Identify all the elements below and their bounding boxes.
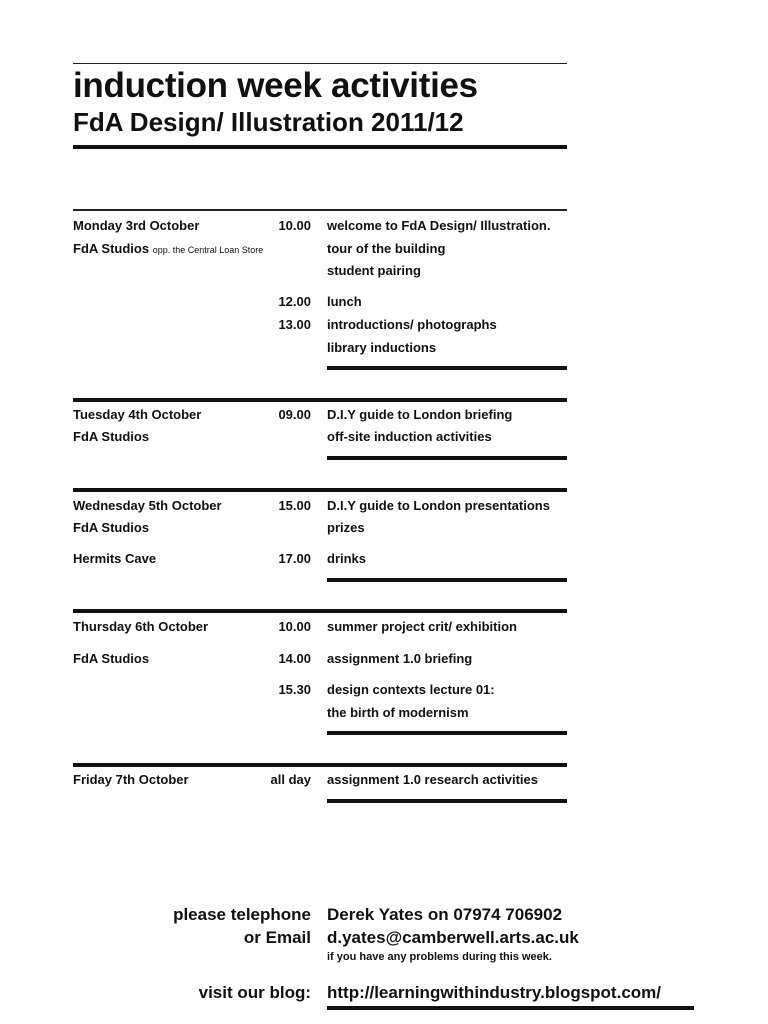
friday-time-1: all day [270,772,311,787]
friday-activity-1a: assignment 1.0 research activities [327,772,539,787]
monday-location [73,241,263,258]
wednesday-time-2: 17.00 [278,551,311,566]
tuesday-activity-1a: D.I.Y guide to London briefing [327,407,513,422]
monday-divider [73,209,567,211]
monday-time-3: 13.00 [278,317,311,332]
tuesday-activity-1b: off-site induction activities [327,429,492,444]
page-title: induction week activities [73,66,478,105]
monday-activity-1b: tour of the building [327,241,446,256]
tuesday-location: FdA Studios [73,429,150,444]
email-link[interactable]: d.yates@camberwell.arts.ac.uk [327,928,579,947]
monday-activity-2a: lunch [327,294,362,309]
blog-link[interactable]: http://learningwithindustry.blogspot.com/ [327,983,661,1002]
thursday-activity-3b: the birth of modernism [327,705,469,720]
wednesday-activity-1a: D.I.Y guide to London presentations [327,498,550,513]
wednesday-divider [73,488,567,492]
monday-activity-3a: introductions/ photographs [327,317,497,332]
thursday-activity-3a: design contexts lecture 01: [327,682,495,697]
contact-note: if you have any problems during this week. [327,951,552,963]
wednesday-end-rule [327,578,567,582]
thursday-time-1: 10.00 [278,619,311,634]
thursday-end-rule [327,731,567,735]
monday-time-1: 10.00 [278,218,311,233]
thursday-location: FdA Studios [73,651,150,666]
telephone-value: Derek Yates on 07974 706902 [327,905,563,924]
monday-activity-1a: welcome to FdA Design/ Illustration. [327,218,551,233]
monday-activity-3b: library inductions [327,340,437,355]
tuesday-time-1: 09.00 [278,407,311,422]
thursday-activity-1a: summer project crit/ exhibition [327,619,517,634]
thursday-time-3: 15.30 [278,682,311,697]
monday-location-name: FdA Studios [73,241,150,256]
monday-end-rule [327,366,567,370]
wednesday-activity-2a: drinks [327,551,367,566]
header-rule [73,145,567,149]
wednesday-time-1: 15.00 [278,498,311,513]
email-label: or Email [243,928,311,947]
monday-day: Monday 3rd October [73,218,200,233]
thursday-activity-2a: assignment 1.0 briefing [327,651,473,666]
footer-rule [327,1006,694,1010]
blog-label: visit our blog: [198,983,311,1002]
friday-day: Friday 7th October [73,772,189,787]
wednesday-location: FdA Studios [73,520,150,535]
friday-end-rule [327,799,567,803]
monday-location-note: opp. the Central Loan Store [152,245,264,255]
monday-time-2: 12.00 [278,294,311,309]
tuesday-end-rule [327,456,567,460]
thursday-time-2: 14.00 [278,651,311,666]
wednesday-day: Wednesday 5th October [73,498,222,513]
tuesday-day: Tuesday 4th October [73,407,202,422]
thursday-day: Thursday 6th October [73,619,209,634]
telephone-label: please telephone [173,905,311,924]
tuesday-divider [73,398,567,402]
page-subtitle: FdA Design/ Illustration 2011/12 [73,107,464,137]
thursday-divider [73,609,567,613]
wednesday-activity-1b: prizes [327,520,365,535]
wednesday-location-2: Hermits Cave [73,551,157,566]
top-rule [73,63,567,64]
monday-activity-1c: student pairing [327,263,421,278]
friday-divider [73,763,567,767]
